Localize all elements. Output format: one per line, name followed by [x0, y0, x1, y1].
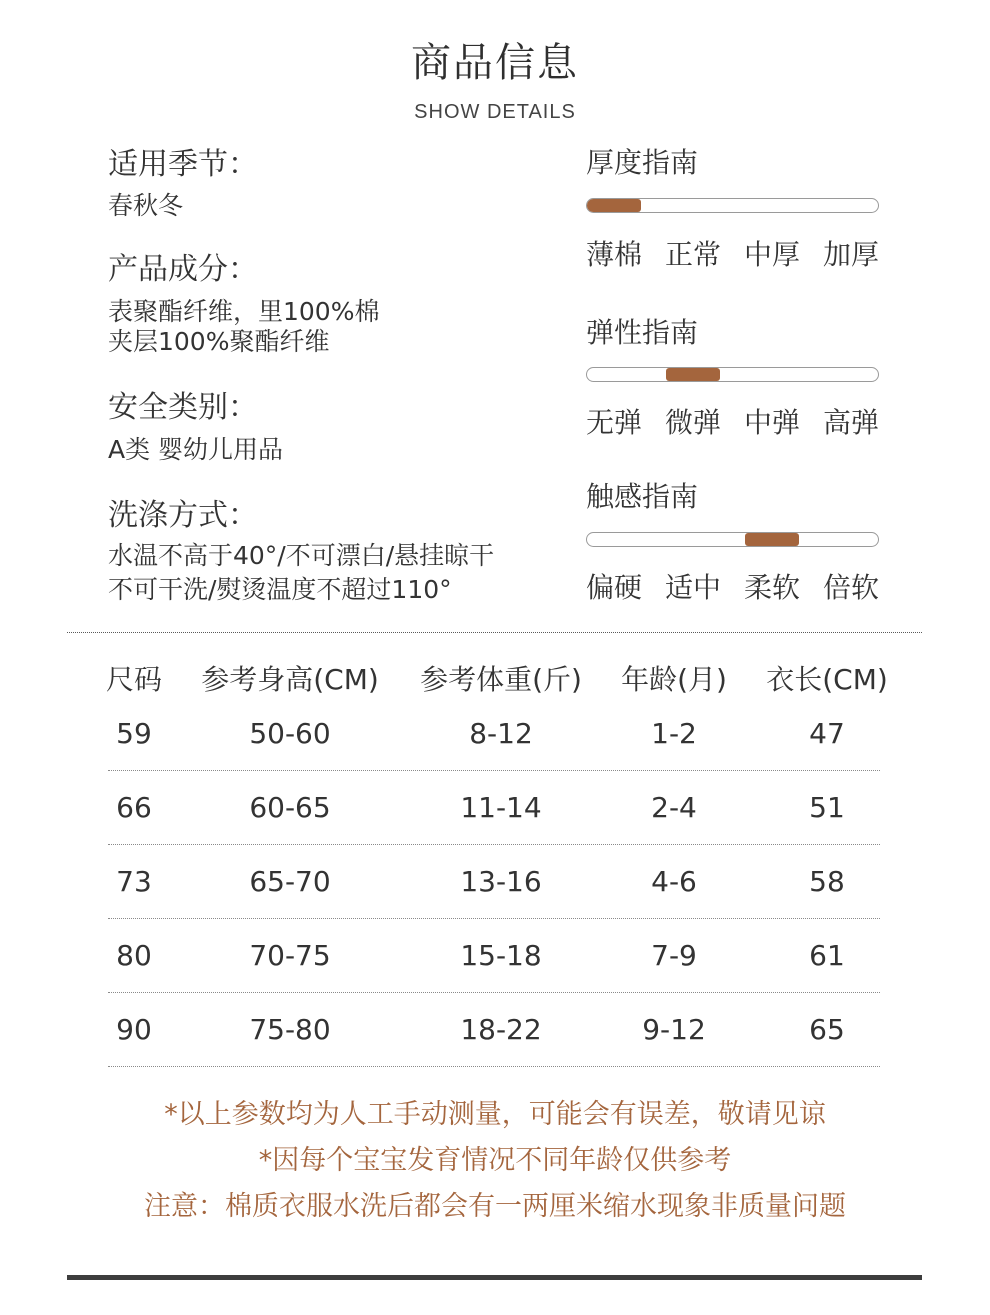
elasticity-guide-title: 弹性指南	[586, 316, 699, 349]
elasticity-guide-bar	[586, 367, 879, 382]
section-divider	[67, 632, 922, 633]
table-row	[0, 993, 990, 1067]
table-cell-length: 61	[809, 939, 845, 972]
guide-option: 适中	[665, 571, 722, 604]
column-header-length: 衣长(CM)	[766, 663, 888, 696]
table-row	[0, 919, 990, 993]
table-row	[0, 845, 990, 919]
info-line: 夹层100%聚酯纤维	[108, 327, 330, 356]
table-cell-weight: 18-22	[460, 1013, 542, 1046]
column-header-size: 尺码	[105, 663, 162, 696]
guide-option: 倍软	[823, 571, 880, 604]
page-title: 商品信息	[411, 40, 579, 86]
table-cell-weight: 15-18	[460, 939, 542, 972]
table-cell-height: 75-80	[249, 1013, 331, 1046]
guide-option: 无弹	[586, 406, 643, 439]
guide-option: 高弹	[823, 406, 880, 439]
info-line: 春秋冬	[108, 191, 184, 220]
info-value-washing	[108, 539, 494, 607]
guide-option: 中厚	[744, 238, 801, 271]
table-row	[0, 771, 990, 845]
feel-level-indicator	[745, 533, 799, 546]
feel-guide-title: 触感指南	[586, 480, 699, 513]
info-line: 水温不高于40°/不可漂白/悬挂晾干	[108, 541, 495, 570]
table-cell-height: 50-60	[249, 717, 331, 750]
column-header-height: 参考身高(CM)	[201, 663, 379, 696]
info-line: A类 婴幼儿用品	[108, 435, 284, 464]
table-cell-weight: 8-12	[469, 717, 533, 750]
info-label-washing: 洗涤方式：	[108, 498, 258, 533]
table-cell-length: 51	[809, 791, 845, 824]
row-divider	[108, 1066, 880, 1067]
info-label-material: 产品成分：	[108, 252, 258, 287]
info-label-safety: 安全类别：	[108, 390, 258, 425]
info-line: 表聚酯纤维，里100%棉	[108, 297, 380, 326]
table-cell-size: 59	[116, 717, 152, 750]
guide-option: 微弹	[665, 406, 722, 439]
thickness-level-indicator	[587, 199, 641, 212]
thickness-guide-options	[586, 237, 902, 273]
feel-guide-bar	[586, 532, 879, 547]
feel-guide-options	[586, 570, 902, 606]
thickness-guide-title: 厚度指南	[586, 146, 699, 179]
guide-option: 偏硬	[586, 571, 643, 604]
guide-option: 加厚	[823, 238, 880, 271]
table-cell-length: 47	[809, 717, 845, 750]
table-cell-height: 60-65	[249, 791, 331, 824]
info-value-season	[108, 191, 183, 221]
table-cell-age: 4-6	[651, 865, 697, 898]
guide-option: 薄棉	[586, 238, 643, 271]
note-age-reference: *因每个宝宝发育情况不同年龄仅供参考	[258, 1145, 732, 1176]
info-line: 不可干洗/熨烫温度不超过110°	[108, 575, 452, 604]
elasticity-level-indicator	[666, 368, 720, 381]
table-cell-weight: 11-14	[460, 791, 542, 824]
elasticity-guide-options	[586, 405, 902, 441]
bottom-divider	[67, 1275, 922, 1280]
thickness-guide-bar	[586, 198, 879, 213]
info-label-season: 适用季节：	[108, 147, 258, 182]
guide-option: 正常	[665, 238, 722, 271]
guide-option: 中弹	[744, 406, 801, 439]
guide-option: 柔软	[744, 571, 801, 604]
table-cell-weight: 13-16	[460, 865, 542, 898]
column-header-weight: 参考体重(斤)	[420, 663, 582, 696]
page-subtitle: SHOW DETAILS	[414, 101, 576, 123]
info-value-material	[108, 297, 379, 357]
table-row	[0, 697, 990, 771]
table-cell-age: 1-2	[651, 717, 697, 750]
table-cell-age: 9-12	[642, 1013, 706, 1046]
table-cell-length: 65	[809, 1013, 845, 1046]
table-cell-age: 2-4	[651, 791, 697, 824]
table-cell-size: 80	[116, 939, 152, 972]
table-cell-size: 73	[116, 865, 152, 898]
note-measurement: *以上参数均为人工手动测量，可能会有误差，敬请见谅	[164, 1099, 826, 1130]
column-header-age: 年龄(月)	[621, 663, 727, 696]
table-cell-height: 70-75	[249, 939, 331, 972]
table-cell-height: 65-70	[249, 865, 331, 898]
table-cell-length: 58	[809, 865, 845, 898]
info-value-safety	[108, 435, 283, 465]
table-cell-age: 7-9	[651, 939, 697, 972]
note-shrinkage: 注意：棉质衣服水洗后都会有一两厘米缩水现象非质量问题	[144, 1191, 846, 1222]
table-cell-size: 90	[116, 1013, 152, 1046]
table-cell-size: 66	[116, 791, 152, 824]
